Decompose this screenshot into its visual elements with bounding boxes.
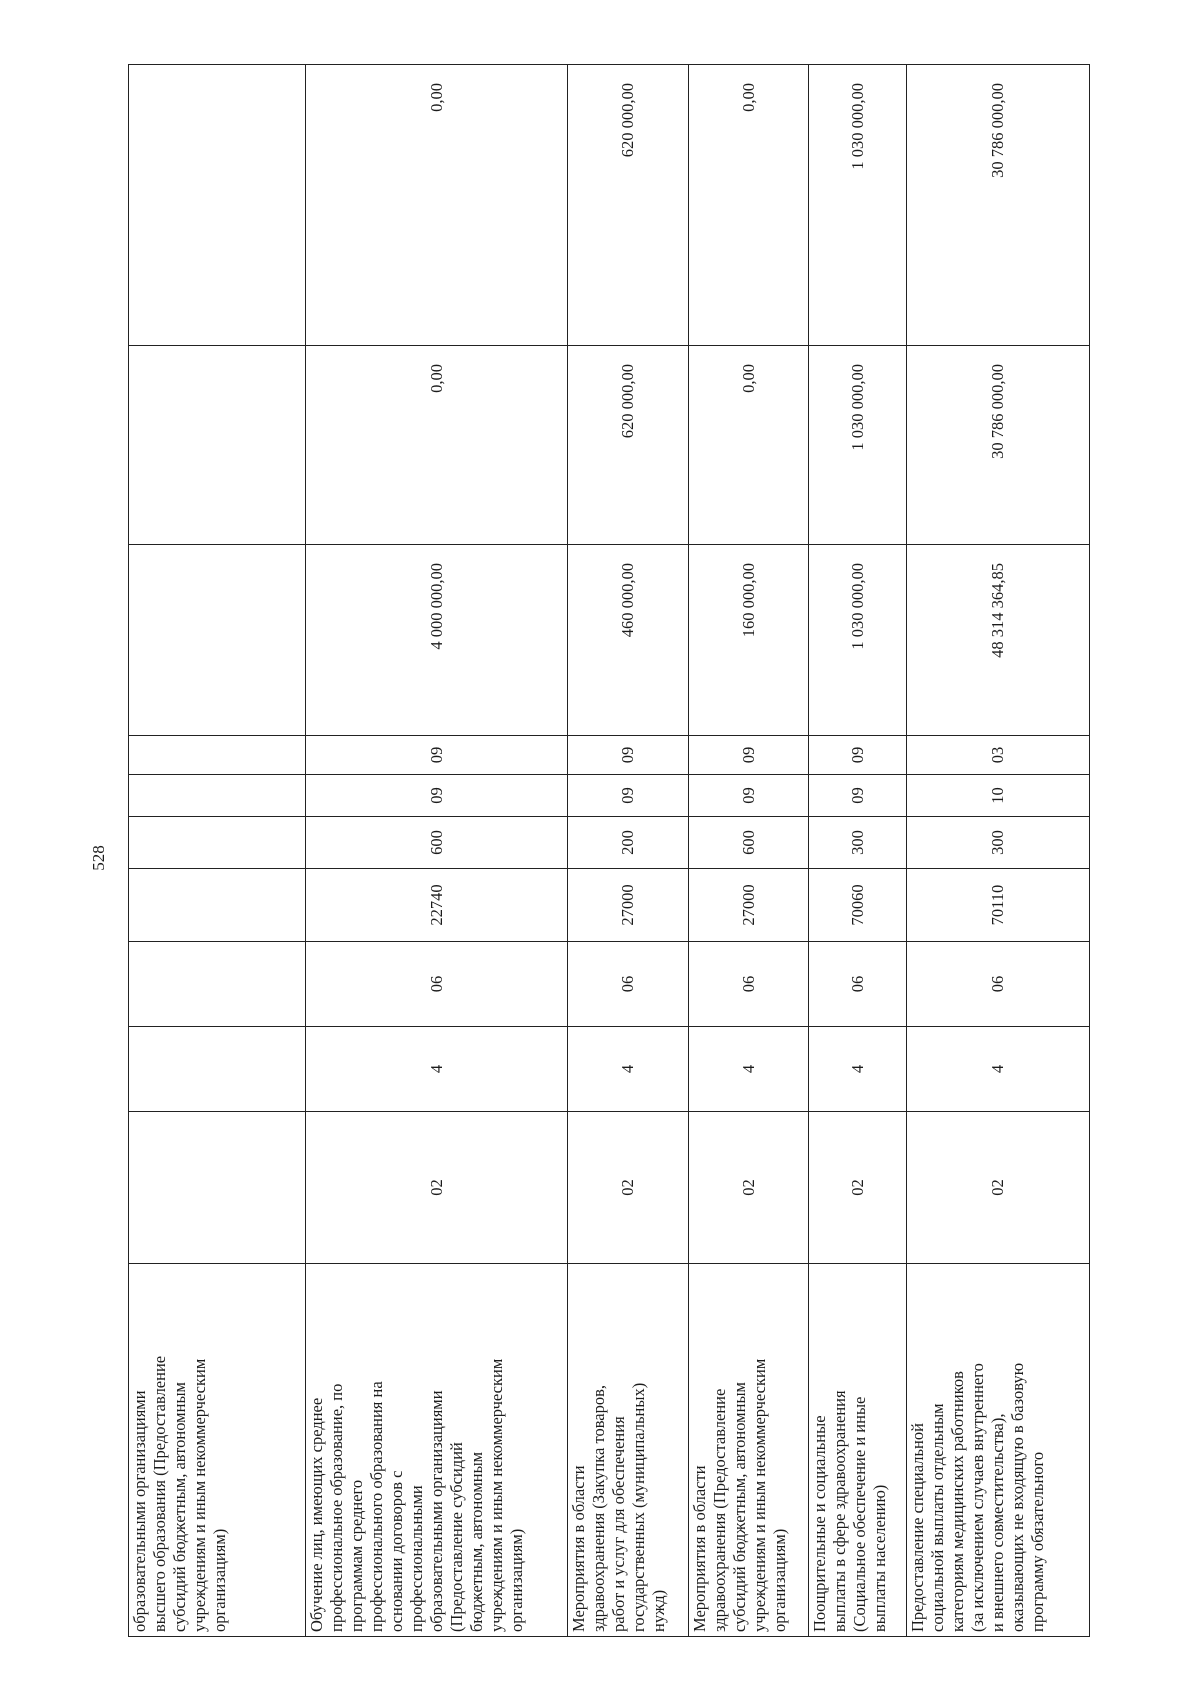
expense-type-code: 300: [809, 817, 907, 869]
code-column-6: 10: [907, 775, 1090, 817]
code-column-7: 03: [907, 736, 1090, 775]
code-column-6: 09: [568, 775, 689, 817]
section-code: 4: [306, 1027, 568, 1112]
target-code: 27000: [689, 869, 809, 942]
amount-1: 1 030 000,00: [809, 545, 907, 736]
section-code: 4: [809, 1027, 907, 1112]
section-code: 4: [689, 1027, 809, 1112]
expense-type-code: [129, 817, 306, 869]
subsection-code: 06: [907, 942, 1090, 1027]
target-code: [129, 869, 306, 942]
code-column-6: [129, 775, 306, 817]
amount-1: 48 314 364,85: [907, 545, 1090, 736]
code-column-7: 09: [306, 736, 568, 775]
subsection-code: 06: [809, 942, 907, 1027]
table-row: [129, 65, 306, 1637]
amount-2: 620 000,00: [568, 346, 689, 545]
amount-2: 0,00: [306, 346, 568, 545]
amount-1: [129, 545, 306, 736]
budget-table: [128, 64, 1090, 1637]
code-column-7: 09: [809, 736, 907, 775]
amount-3: 0,00: [306, 65, 568, 346]
item-name: Обучение лиц, имеющих среднее профессиональное образование, по программам среднего профессионального образования на основании договоров с профессиональными образовательными организациями (Предоставление субсидий бюджетным, автономным учреждениям и иным некоммерческим организациям): [306, 1264, 568, 1637]
amount-3: [129, 65, 306, 346]
amount-3: 30 786 000,00: [907, 65, 1090, 346]
section-code: 4: [568, 1027, 689, 1112]
item-name: Мероприятия в области здравоохранения (Закупка товаров, работ и услуг для обеспечения государственных (муниципальных) нужд): [568, 1264, 689, 1637]
amount-2: 30 786 000,00: [907, 346, 1090, 545]
grbs-code: 02: [306, 1112, 568, 1264]
item-name: Поощрительные и социальные выплаты в сфере здравоохранения (Социальное обеспечение и иные выплаты населению): [809, 1264, 907, 1637]
subsection-code: [129, 942, 306, 1027]
amount-3: 620 000,00: [568, 65, 689, 346]
code-column-6: 09: [809, 775, 907, 817]
amount-1: 4 000 000,00: [306, 545, 568, 736]
item-name: Предоставление специальной социальной выплаты отдельным категориям медицинских работников (за исключением случаев внутреннего и внешнего совместительства), оказывающих не входящую в базовую программу обязательного: [907, 1264, 1090, 1637]
expense-type-code: 200: [568, 817, 689, 869]
amount-1: 160 000,00: [689, 545, 809, 736]
expense-type-code: 300: [907, 817, 1090, 869]
subsection-code: 06: [568, 942, 689, 1027]
code-column-7: 09: [568, 736, 689, 775]
grbs-code: 02: [689, 1112, 809, 1264]
section-code: 4: [907, 1027, 1090, 1112]
amount-2: 1 030 000,00: [809, 346, 907, 545]
amount-1: 460 000,00: [568, 545, 689, 736]
item-name: образовательными организациями высшего образования (Предоставление субсидий бюджетным, автономным учреждениям и иным некоммерческим организациям): [129, 1264, 306, 1637]
code-column-6: 09: [689, 775, 809, 817]
table-row: [809, 65, 907, 1637]
item-name: Мероприятия в области здравоохранения (Предоставление субсидий бюджетным, автономным учреждениям и иным некоммерческим организациям): [689, 1264, 809, 1637]
section-code: [129, 1027, 306, 1112]
page-number: 528: [89, 845, 108, 871]
table-row: [568, 65, 689, 1637]
target-code: 27000: [568, 869, 689, 942]
target-code: 70110: [907, 869, 1090, 942]
grbs-code: 02: [809, 1112, 907, 1264]
amount-2: [129, 346, 306, 545]
target-code: 70060: [809, 869, 907, 942]
table-row: [689, 65, 809, 1637]
code-column-7: [129, 736, 306, 775]
subsection-code: 06: [689, 942, 809, 1027]
amount-3: 0,00: [689, 65, 809, 346]
subsection-code: 06: [306, 942, 568, 1027]
table-row: [907, 65, 1090, 1637]
code-column-7: 09: [689, 736, 809, 775]
grbs-code: 02: [568, 1112, 689, 1264]
amount-2: 0,00: [689, 346, 809, 545]
expense-type-code: 600: [306, 817, 568, 869]
expense-type-code: 600: [689, 817, 809, 869]
grbs-code: [129, 1112, 306, 1264]
budget-table-wrapper: [128, 65, 1089, 1637]
table-row: [306, 65, 568, 1637]
code-column-6: 09: [306, 775, 568, 817]
target-code: 22740: [306, 869, 568, 942]
grbs-code: 02: [907, 1112, 1090, 1264]
amount-3: 1 030 000,00: [809, 65, 907, 346]
